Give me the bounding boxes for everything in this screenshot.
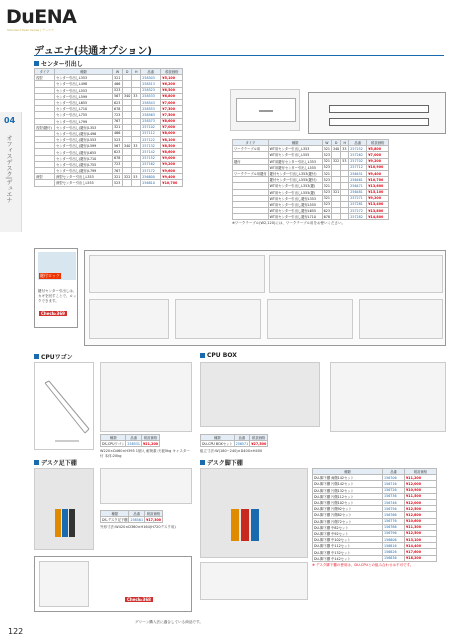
table-cell: ¥14,800 (367, 214, 389, 220)
cpu-box-diagram (330, 362, 446, 432)
table-cell: センター引出しL599 (55, 93, 113, 99)
table-cell: 257282 (349, 214, 367, 220)
cpu-wagon-photo (34, 362, 94, 450)
table-cell: 256481 (349, 189, 367, 195)
table-cell: ¥12,000 (405, 499, 437, 505)
th-code: 品番 (383, 469, 405, 475)
center-table2-wrap (232, 139, 389, 226)
table-cell: DU-脚下棚 中92セット (313, 530, 383, 536)
drawer-diagram (329, 105, 429, 113)
table-cell: 156756 (383, 506, 405, 512)
table-cell (233, 214, 269, 220)
table-cell: 258543 (141, 99, 161, 105)
table-cell: WT用センター引出しL353(鍵) (268, 183, 322, 189)
table-cell: ¥8,600 (161, 149, 183, 155)
table-cell: 321 (323, 159, 330, 164)
table-cell: ¥7,000 (367, 152, 389, 158)
section-marker (34, 61, 39, 66)
table-cell: センター引出し(鍵付)L498 (55, 130, 113, 136)
page-number: 122 (8, 627, 24, 636)
table-cell (132, 180, 141, 186)
desk-foot2-photo (200, 468, 308, 558)
table-cell: DU-脚下棚 中132セット (313, 549, 383, 555)
table-cell: 767 (113, 118, 123, 124)
side-tab-number: 04 (4, 116, 16, 125)
table-cell: ¥11,500 (405, 493, 437, 499)
table-cell: 321 (323, 146, 330, 151)
table-cell: ¥5,800 (367, 146, 389, 152)
table-cell: ¥13,400 (367, 201, 389, 207)
table-cell: 257272 (349, 208, 367, 214)
section-label: CPU BOX (207, 352, 237, 359)
table-cell (123, 180, 132, 186)
table-cell: 258533 (141, 93, 161, 99)
cpu-box-name: DU-CPU BOXセット (202, 442, 233, 447)
table-cell: 321 (113, 75, 123, 81)
table-cell: ¥12,500 (405, 506, 437, 512)
section-cpu-box (200, 352, 237, 359)
table-cell: ¥9,400 (161, 174, 183, 180)
binder-red (241, 509, 249, 541)
table-cell: ¥10,900 (405, 487, 437, 493)
cpu-wagon-price: ¥21,200 (143, 441, 159, 446)
table-cell (331, 214, 340, 220)
table-cell: 321 (113, 124, 123, 130)
table-cell: 523 (323, 190, 330, 195)
lock-text: 鍵付センター引出しは、カギを回すことで、ロックできます。 (38, 289, 77, 303)
binder-blue (251, 509, 259, 541)
desk-foot-table-wrap (100, 510, 192, 530)
table-cell: センター引出し(鍵付)L553 (55, 137, 113, 143)
col-kind: 種類 (55, 69, 113, 75)
table-cell: ¥7,000 (161, 124, 183, 130)
table-cell: ¥9,400 (367, 170, 389, 176)
center-drawer-table (34, 68, 183, 187)
table-cell: ¥8,100 (161, 137, 183, 143)
table-cell: WT用センター引出し鍵付L353 (268, 195, 322, 201)
table-cell: 257152 (141, 155, 161, 161)
table-cell: センター引出し(鍵付)L755 (55, 161, 113, 167)
th-price: 税抜価格 (145, 511, 163, 517)
table-cell: センター引出し(鍵付)L799 (55, 168, 113, 174)
desk-foot-name: DS-デスク足下棚 (102, 518, 128, 523)
table-cell: ¥17,600 (405, 549, 437, 555)
table-cell: 322 (124, 174, 131, 179)
table-cell: ¥8,600 (161, 118, 183, 124)
cpu-box-price: ¥27,500 (251, 441, 267, 446)
table-cell: 321 (113, 174, 123, 180)
table-cell: DU-脚下棚 両側142セット (313, 475, 383, 481)
usage-photo (39, 561, 89, 607)
table-cell: 623 (113, 99, 123, 105)
table-cell: 523 (113, 180, 123, 186)
check-link[interactable]: Check▸369 (41, 311, 65, 316)
table-cell: センター引出しL655 (55, 99, 113, 105)
table-cell: 678 (113, 155, 123, 161)
cpu-box-photo (200, 362, 320, 427)
desk-foot-photo (34, 468, 94, 550)
table-cell: DU-脚下棚 片側112セット (313, 493, 383, 499)
table-cell: 156816 (383, 543, 405, 549)
table-cell: センター引出し(鍵付)L710 (55, 155, 113, 161)
table-cell: 53 (132, 174, 141, 180)
table-cell: 33 (132, 93, 141, 99)
table-cell: WT用センター引出し鍵付L555 (268, 201, 322, 207)
table-cell: 156776 (383, 518, 405, 524)
table-cell: DU-脚下棚 中112セット (313, 543, 383, 549)
section-cpu-wagon (34, 352, 73, 361)
th-code: 品番 (126, 435, 142, 441)
title-divider (34, 55, 444, 56)
table-cell: 466 (113, 81, 123, 87)
table-cell: ¥15,100 (367, 189, 389, 195)
table-cell: センター引出しL755 (55, 112, 113, 118)
table-cell: 321 (332, 190, 340, 195)
table-cell: ¥10,700 (367, 177, 389, 183)
table-cell: 678 (113, 106, 123, 112)
table-cell: ¥10,900 (367, 164, 389, 170)
table-cell: センター引出し(鍵付)L353 (55, 124, 113, 130)
table-cell: 257712 (349, 164, 367, 170)
desk-foot2-note: ※ デスク脚下棚の使用は、DU-CPUとの組み合わせは不可です。 (312, 562, 414, 567)
brand-sub: Standard Desk Series | デュエナ (7, 28, 55, 32)
center-drawer-table-2 (232, 139, 389, 220)
diagram-plan-2 (175, 299, 261, 339)
table-cell: 156836 (383, 555, 405, 561)
table-cell: センター引出しL498 (55, 81, 113, 87)
table-cell: 256810 (141, 180, 161, 186)
table-cell (341, 214, 349, 220)
table-row (233, 214, 389, 220)
table-cell: 678 (323, 214, 330, 219)
col-w-2: W (322, 140, 331, 146)
table-cell: ¥5,100 (161, 75, 183, 81)
table-cell: DU-脚下棚 片側102セット (313, 499, 383, 505)
th-price: 税抜価格 (250, 435, 268, 441)
table-cell: 鍵付センター引出しL353(鍵付) (268, 170, 322, 176)
drawer-photo (230, 89, 300, 131)
table-cell: 523 (323, 152, 330, 157)
col-type: タイプ (35, 69, 55, 75)
table-cell: ¥6,500 (161, 87, 183, 93)
table-cell: 156726 (383, 487, 405, 493)
diagram-desk-left (89, 255, 265, 293)
table-cell: ¥10,600 (405, 518, 437, 524)
table-row (35, 180, 183, 186)
table-cell: ¥13,100 (405, 537, 437, 543)
col-price: 税抜価格 (161, 69, 183, 75)
table-cell: 256471 (349, 183, 367, 189)
table-cell: ¥9,200 (367, 195, 389, 201)
table-cell: ¥14,400 (405, 543, 437, 549)
section-marker (34, 460, 39, 465)
diagram-plan-1 (89, 299, 169, 339)
section-label: CPUワゴン (41, 354, 73, 361)
cpu-wagon-name: DS-CPUワゴン (102, 442, 125, 447)
table-cell: 723 (113, 161, 123, 167)
table-cell: 156806 (383, 537, 405, 543)
table-cell (35, 180, 55, 186)
desk-foot2-table-wrap (312, 468, 446, 568)
table-cell: 257102 (141, 124, 161, 130)
table-cell: DU-脚下棚 片側82セット (313, 512, 383, 518)
table-cell: 321 (323, 171, 330, 176)
table-cell: WT用センター引出しL555(鍵) (268, 189, 322, 195)
table-cell: センター引出しL799 (55, 118, 113, 124)
table-cell: 257132 (141, 143, 161, 149)
table-cell: 156796 (383, 530, 405, 536)
table-cell: ¥9,200 (161, 161, 183, 167)
desk-foot-desc: 外形寸法:W420×D360×H164(H720デスク用) (100, 525, 176, 530)
table-cell: 深型 (35, 174, 55, 180)
table-cell: 257271 (349, 195, 367, 201)
table-cell: 257112 (141, 130, 161, 136)
table-cell: 321 (323, 183, 330, 188)
table-cell: ¥9,200 (367, 158, 389, 164)
layout-diagram (84, 250, 446, 346)
cpu-box-desc: 組立寸法:W(180~240)×D400×H400 (200, 449, 263, 454)
col-d-2: D (331, 140, 340, 146)
table-cell: 156706 (383, 475, 405, 481)
drawer-handle (259, 110, 273, 112)
table-cell: センター引出し(鍵付)L599 (55, 143, 113, 149)
diagram-plan-3 (267, 299, 353, 339)
table-cell: 256800 (141, 174, 161, 180)
table-cell: 523 (323, 177, 330, 182)
table-cell: 258513 (141, 81, 161, 87)
lock-label: 鍵付ロック (40, 273, 60, 278)
table-cell: ワークテーブル用鍵付 (234, 172, 267, 177)
table-cell: WT用センター引出しL353 (268, 146, 322, 152)
table-cell: 340 (124, 94, 131, 99)
table-cell: ¥11,200 (405, 475, 437, 481)
th-kind: 種類 (101, 435, 126, 441)
th-price: 税抜価格 (405, 469, 437, 475)
col-w: W (113, 69, 123, 75)
cpu-box-table-wrap (200, 434, 268, 454)
table-cell: 523 (113, 137, 123, 143)
cpu-box-code: 256571 (235, 441, 249, 446)
table-cell: ¥12,000 (405, 481, 437, 487)
cpu-wagon-diagram (100, 362, 192, 432)
th-kind: 種類 (313, 469, 383, 475)
desk-foot-diagram (100, 468, 192, 504)
table-cell: 256461 (349, 177, 367, 183)
section-label: センター引出し (41, 61, 83, 68)
th-price: 税抜価格 (142, 435, 160, 441)
table-cell: ¥12,800 (405, 512, 437, 518)
table-cell: 鍵付 (233, 158, 269, 164)
section-label: デスク足下棚 (41, 460, 77, 467)
section-marker (200, 353, 205, 358)
table-cell: ワークテーブル用 (233, 146, 269, 152)
table-cell: ¥7,500 (161, 112, 183, 118)
col-code-2: 品番 (349, 140, 367, 146)
cpu-wagon-desc: W220×D460×H395 1個入 耐荷重:天板5kg キャスター付 本体:20kg (100, 449, 190, 458)
table-cell: WT用鍵付センター引出しL555 (268, 164, 322, 170)
table-cell: 257262 (349, 152, 367, 158)
col-h-2: H (341, 140, 349, 146)
table2-note: ※ワークテーブル(W2,120)には、ワークテーブル用をお使いください。 (232, 221, 346, 226)
drawer-diagram-2 (329, 118, 429, 126)
table-cell: 33 (132, 143, 141, 149)
table-cell: センター引出しL710 (55, 106, 113, 112)
table-cell: 33 (341, 146, 349, 152)
table-cell: 322 (332, 159, 340, 164)
section-center-drawer (34, 59, 83, 68)
table-cell: ¥9,600 (161, 168, 183, 174)
table-cell: 257702 (349, 158, 367, 164)
col-kind-2: 種類 (268, 140, 322, 146)
table-cell: ¥13,800 (367, 208, 389, 214)
col-h: H (132, 69, 141, 75)
table-cell: 258503 (141, 75, 161, 81)
table-cell: DU-脚下棚 片側72セット (313, 518, 383, 524)
desk-foot-price: ¥17,300 (146, 517, 162, 522)
table-row (313, 555, 437, 561)
diagram-desk-right (269, 255, 443, 293)
table-cell: ¥11,300 (405, 524, 437, 530)
table-cell: ¥12,500 (405, 530, 437, 536)
section-marker (200, 460, 205, 465)
th-code: 品番 (129, 511, 145, 517)
table-cell: 浅型(鍵付) (35, 124, 55, 130)
desk-foot2-diagram (200, 562, 308, 600)
col-price-2: 税抜価格 (367, 140, 389, 146)
cpu-wagon-table-wrap (100, 434, 192, 458)
table-cell: 523 (323, 202, 330, 207)
center-table-wrap (34, 68, 183, 187)
table-cell: 257142 (141, 149, 161, 155)
table-cell: 256451 (349, 170, 367, 176)
table-cell: DU-脚下棚 片側142セット (313, 481, 383, 487)
table-cell: WT用センター引出しL555 (268, 152, 322, 158)
table-cell: 浅型 (35, 75, 55, 81)
table-cell: 156736 (383, 493, 405, 499)
table-cell: 深型センター引出しL555 (55, 180, 113, 186)
col-code: 品番 (141, 69, 161, 75)
section-desk-foot2 (200, 458, 243, 467)
table-cell: 258553 (141, 106, 161, 112)
table-cell: 567 (113, 143, 123, 149)
table-cell: 623 (113, 149, 123, 155)
section-desk-foot (34, 458, 77, 467)
table-cell: WT用センター引出し鍵付L710 (268, 214, 322, 220)
table-cell: 340 (124, 143, 131, 148)
drawer-diagram-box (308, 92, 446, 134)
table-cell: 623 (323, 208, 330, 213)
table-cell: DU-脚下棚 片側132セット (313, 487, 383, 493)
binder-orange (231, 509, 239, 541)
table-cell: 340 (332, 146, 340, 151)
table-cell: センター引出しL553 (55, 87, 113, 93)
th-code: 品番 (234, 435, 250, 441)
table-cell: 723 (113, 112, 123, 118)
table-cell: 257281 (349, 201, 367, 207)
section-label: デスク脚下棚 (207, 460, 243, 467)
table-cell: ¥7,000 (161, 99, 183, 105)
table-cell: 156826 (383, 549, 405, 555)
table-cell: 258563 (141, 112, 161, 118)
binder-black (69, 509, 75, 537)
table-cell: ¥9,000 (161, 155, 183, 161)
col-d: D (123, 69, 132, 75)
table-cell: 567 (113, 93, 123, 99)
table-cell: 767 (113, 168, 123, 174)
table-cell: ¥10,700 (161, 180, 183, 186)
table-cell: ¥6,200 (161, 81, 183, 87)
table-cell: ¥18,200 (405, 555, 437, 561)
table-cell: 53 (341, 158, 349, 164)
table-cell: 156716 (383, 481, 405, 487)
section-marker (34, 354, 39, 359)
table-cell: 258573 (141, 118, 161, 124)
table-cell: センター引出しL353 (55, 75, 113, 81)
table-cell: ¥13,600 (367, 183, 389, 189)
table-cell: 321 (323, 196, 330, 201)
table-cell: WT用鍵付センター引出しL353 (268, 158, 322, 164)
table-cell: 257162 (141, 161, 161, 167)
table-cell: ¥8,500 (161, 143, 183, 149)
page-title: デュエナ(共通オプション) (34, 46, 152, 57)
table-cell: 258523 (141, 87, 161, 93)
table-cell: 523 (113, 87, 123, 93)
desk-foot2-table (312, 468, 437, 562)
table-cell: ¥8,000 (161, 130, 183, 136)
binder-orange (55, 509, 61, 537)
check-link-2[interactable]: Check▸368 (127, 597, 151, 602)
table-cell: 深型センター引出しL353 (55, 174, 113, 180)
table-cell: センター引出し(鍵付)L655 (55, 149, 113, 155)
table-cell: DU-脚下棚 中102セット (313, 537, 383, 543)
table-cell: DU-脚下棚 中82セット (313, 524, 383, 530)
table-cell: 156746 (383, 499, 405, 505)
brand-logo: DuENA (6, 6, 77, 28)
table-cell: DU-脚下棚 中142セット (313, 555, 383, 561)
table-cell: DU-脚下棚 片側92セット (313, 506, 383, 512)
diagram-plan-4 (359, 299, 443, 339)
table-cell: 257122 (141, 137, 161, 143)
desk-foot-code: 258561 (130, 517, 144, 522)
table-cell: 鍵付センター引出しL555(鍵付) (268, 177, 322, 183)
table-cell: 523 (323, 165, 330, 170)
cpu-wagon-illustration (35, 363, 95, 451)
table-cell: ¥7,300 (161, 106, 183, 112)
th-kind: 種類 (201, 435, 235, 441)
table-cell: 156786 (383, 524, 405, 530)
th-kind: 種類 (101, 511, 129, 517)
table-cell: ¥6,800 (161, 93, 183, 99)
cpu-wagon-code: 258531 (127, 441, 141, 446)
footer-note: グリーン購入法に適合している商品です。 (135, 620, 203, 624)
table-cell: 257172 (141, 168, 161, 174)
table-cell: 156766 (383, 512, 405, 518)
table-cell: WT用センター引出し鍵付L655 (268, 208, 322, 214)
lock-callout (34, 248, 78, 328)
desk-foot-usage (34, 556, 192, 612)
table-cell: 466 (113, 130, 123, 136)
binder-blue (62, 509, 68, 537)
table-cell: 257252 (349, 146, 367, 152)
col-type-2: タイプ (233, 140, 269, 146)
side-tab-label: オフィスデスク|デュエナ (5, 135, 12, 204)
